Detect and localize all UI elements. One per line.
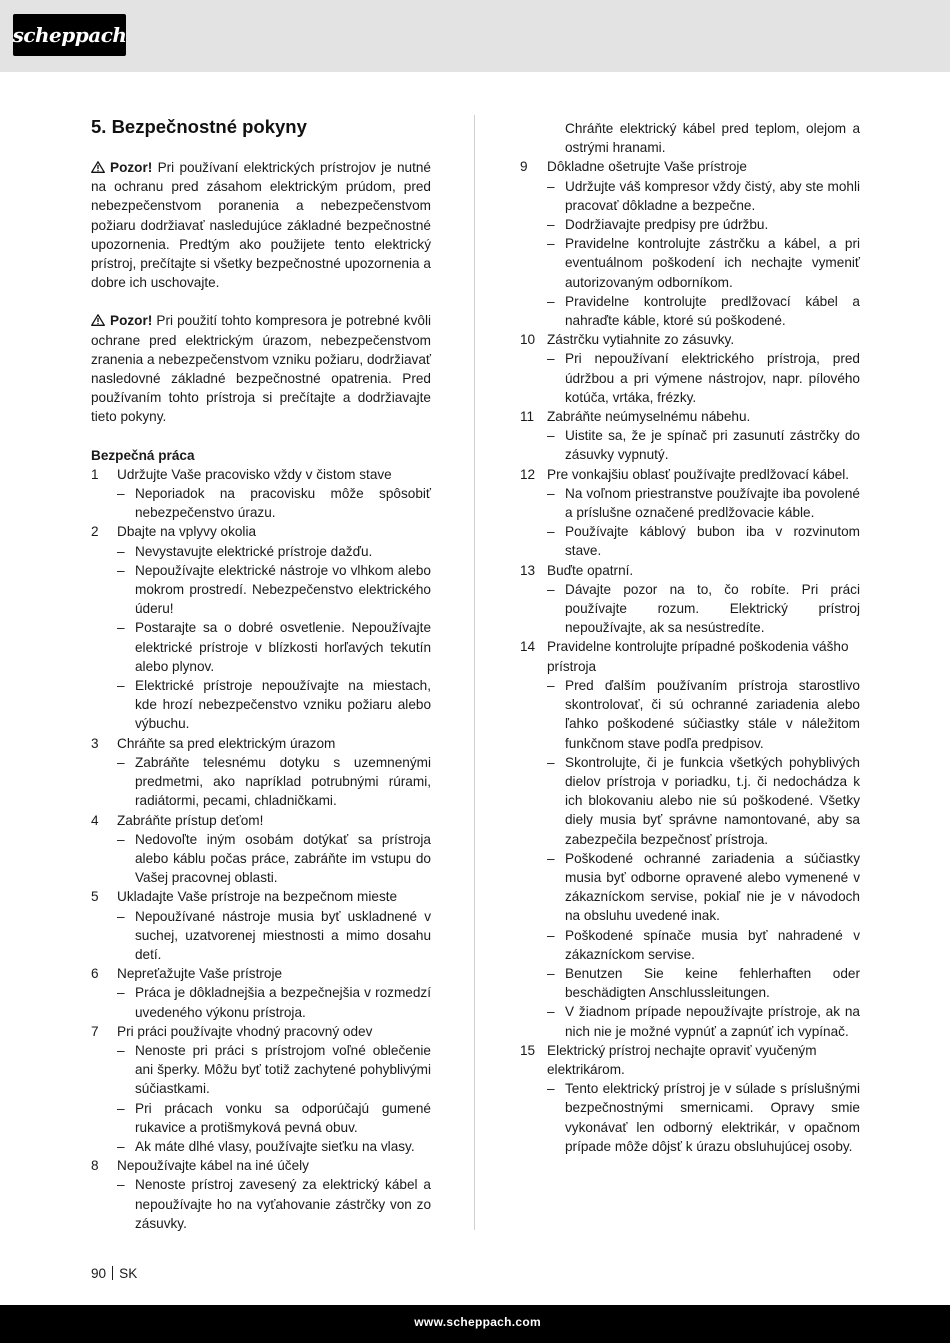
list-item-number: 7 (91, 1023, 99, 1039)
list-subitem (520, 484, 860, 522)
list-subitem (520, 234, 860, 292)
dash-bullet-icon: – (117, 562, 125, 578)
list-subitem (91, 618, 431, 676)
list-item-title: Udržujte Vaše pracovisko vždy v čistom stave (117, 466, 392, 482)
list-item (520, 330, 860, 407)
list-item (91, 465, 431, 523)
list-item-row (520, 561, 860, 580)
list-item-title: Nepoužívajte kábel na iné účely (117, 1158, 309, 1174)
safety-list-left (91, 465, 431, 1233)
list-subitem-text: Poškodené spínače musia byť nahradené v zákazníckom servise. (565, 927, 860, 962)
list-item (91, 522, 431, 733)
list-subitem (91, 484, 431, 522)
dash-bullet-icon: – (117, 831, 125, 847)
dash-bullet-icon: – (547, 1081, 555, 1097)
list-subitem (91, 1137, 431, 1156)
list-subitem-text: Tento elektrický prístroj je v súlade s príslušnými bezpečnostnými smernicami. Opravy smie vykonávať len odborný elektrikár, v opačnom prípade môže dôjsť k úrazu obsluhujúcej osoby. (565, 1081, 860, 1154)
list-subitem-text: Na voľnom priestranstve používajte iba povolené a príslušne označené predlžovacie káble. (565, 485, 860, 521)
list-item (91, 1156, 431, 1233)
list-item-row (91, 811, 431, 830)
safe-work-heading: Bezpečná práca (91, 447, 195, 463)
list-subitem (91, 1099, 431, 1137)
list-continuation: Chráňte elektrický kábel pred teplom, olejom a ostrými hranami. (565, 121, 860, 156)
list-subitem (91, 676, 431, 734)
list-subitem-text: Nenoste pri práci s prístrojom voľné oblečenie ani šperky. Môžu byť totiž zachytené pohyblivými súčiastkami. (135, 1042, 431, 1097)
list-item-title: Chráňte sa pred elektrickým úrazom (117, 735, 336, 751)
dash-bullet-icon: – (117, 985, 125, 1001)
list-subitem (520, 849, 860, 926)
list-subitem-text: Neporiadok na pracovisku môže spôsobiť nebezpečenstvo úrazu. (135, 486, 431, 521)
dash-bullet-icon: – (117, 543, 125, 559)
dash-bullet-icon: – (547, 1004, 555, 1020)
dash-bullet-icon: – (547, 927, 555, 943)
list-subitem (520, 215, 860, 234)
list-item (91, 811, 431, 888)
list-item-number: 8 (91, 1158, 99, 1174)
list-item-title: Zástrčku vytiahnite zo zásuvky. (547, 332, 735, 348)
list-item (91, 734, 431, 811)
list-subitem-text: Nepoužívajte elektrické nástroje vo vlhkom alebo mokrom prostredí. Nebezpečenstvo elektrického úderu! (135, 562, 431, 617)
list-item-number: 6 (91, 966, 99, 982)
list-subitem-text: Benutzen Sie keine fehlerhaften oder beschädigten Anschlussleitungen. (565, 965, 860, 1001)
list-item-row (91, 522, 431, 541)
list-item-row (520, 637, 860, 675)
list-subitem-text: Nenoste prístroj zavesený za elektrický kábel a nepoužívajte ho na vyťahovanie zástrčky von zo zásuvky. (135, 1177, 431, 1231)
list-subitem-text: Používajte káblový bubon iba v rozvinutom stave. (565, 524, 860, 559)
list-item-title: Buďte opatrní. (547, 562, 634, 578)
list-item (91, 887, 431, 964)
list-item-title: Pri práci používajte vhodný pracovný odev (117, 1023, 373, 1039)
list-item-number: 9 (520, 159, 528, 175)
list-subitem-text: Práca je dôkladnejšia a bezpečnejšia v rozmedzí uvedeného výkonu prístroja. (135, 985, 431, 1020)
list-subitem (520, 522, 860, 560)
list-item-title: Nepreťažujte Vaše prístroje (117, 966, 283, 982)
dash-bullet-icon: – (547, 178, 555, 194)
dash-bullet-icon: – (547, 236, 555, 252)
list-subitem (520, 1002, 860, 1040)
list-subitem (91, 830, 431, 888)
list-item-row (91, 465, 431, 484)
list-subitem (520, 1079, 860, 1156)
list-subitem-text: Udržujte váš kompresor vždy čistý, aby ste mohli pracovať dôkladne a bezpečne. (565, 178, 860, 213)
list-item-title: Zabráňte neúmyselnému nábehu. (547, 409, 751, 425)
list-subitem (520, 349, 860, 407)
brand-logo-text: scheppach (12, 23, 127, 47)
dash-bullet-icon: – (547, 754, 555, 770)
list-subitem-text: Skontrolujte, či je funkcia všetkých pohyblivých dielov prístroja v poriadku, t.j. či nedochádza k ich blokovaniu alebo nie sú poškodené. Všetky diely musia byť správne namontované, aby sa zabezpečila bezpečnosť prístroja. (565, 754, 860, 847)
list-subitem-text: Pravidelne kontrolujte predlžovací kábel a nahraďte káble, ktoré sú poškodené. (565, 293, 860, 329)
list-item-row (520, 407, 860, 426)
page-number (91, 1265, 137, 1283)
list-subitem-text: Nevystavujte elektrické prístroje dažďu. (135, 543, 373, 559)
section-title: 5. Bezpečnostné pokyny (91, 116, 307, 137)
list-subitem (520, 426, 860, 464)
dash-bullet-icon: – (117, 1177, 125, 1193)
list-subitem (520, 964, 860, 1002)
dash-bullet-icon: – (117, 1042, 125, 1058)
list-item-title: Dôkladne ošetrujte Vaše prístroje (547, 159, 747, 175)
list-subitem-text: V žiadnom prípade nepoužívajte prístroje, ak na nich nie je možné vypnúť a zapnúť ich vypínač. (565, 1004, 860, 1039)
list-subitem-text: Dávajte pozor na to, čo robíte. Pri práci používajte rozum. Elektrický prístroj nepoužívajte, ak sa nesústredíte. (565, 581, 860, 636)
list-subitem-text: Elektrické prístroje nepoužívajte na miestach, kde hrozí nebezpečenstvo vzniku požiaru alebo výbuchu. (135, 678, 431, 732)
list-item-row (520, 1041, 860, 1079)
list-subitem-text: Nepoužívané nástroje musia byť uskladnené v suchej, uzatvorenej miestnosti a mimo dosahu detí. (135, 908, 431, 962)
list-item-row (91, 964, 431, 983)
list-item-number: 2 (91, 524, 99, 540)
list-item (520, 407, 860, 465)
warning-text: Pri použití tohto kompresora je potrebné kvôli ochrane pred elektrickým úrazom, nebezpečenstvom zranenia a nebezpečenstvom vzniku požiaru, dodržiavať nasledovné základné bezpečnostné opatrenia. Pred používaním tohto prístroja si prečítajte a dodržiavajte tieto pokyny. (91, 313, 431, 425)
list-subitem (91, 542, 431, 561)
dash-bullet-icon: – (117, 1138, 125, 1154)
dash-bullet-icon: – (117, 908, 125, 924)
list-item (520, 1041, 860, 1156)
list-subitem (91, 1041, 431, 1099)
list-item (520, 465, 860, 561)
brand-logo (13, 14, 126, 56)
dash-bullet-icon: – (547, 524, 555, 540)
list-item-number: 12 (520, 466, 536, 482)
list-item-title: Pre vonkajšiu oblasť používajte predlžovací kábel. (547, 466, 850, 482)
list-item-number: 14 (520, 639, 536, 655)
list-item-title: Ukladajte Vaše prístroje na bezpečnom mieste (117, 889, 398, 905)
dash-bullet-icon: – (117, 486, 125, 502)
list-subitem (520, 676, 860, 753)
list-subitem (91, 753, 431, 811)
dash-bullet-icon: – (547, 677, 555, 693)
warning-text: Pri používaní elektrických prístrojov je nutné na ochranu pred zásahom elektrickým prúdom, pred nebezpečenstvom poranenia a nebezpečenstvom požiaru dodržiavať nasledujúce základné bezpečnostné upozornenia. Predtým ako použijete tento elektrický prístroj, prečítajte si všetky bezpečnostné upozornenia a dobre ich uschovajte. (91, 160, 431, 291)
list-item-number: 5 (91, 889, 99, 905)
dash-bullet-icon: – (117, 678, 125, 694)
list-item-row (520, 157, 860, 176)
safety-list-right (520, 157, 860, 1156)
list-item-title: Zabráňte prístup deťom! (117, 812, 264, 828)
list-subitem (520, 580, 860, 638)
list-item-number: 4 (91, 812, 99, 828)
dash-bullet-icon: – (547, 351, 555, 367)
list-subitem-text: Zabráňte telesnému dotyku s uzemnenými predmetmi, ako napríklad potrubnými rúrami, radiátormi, pecami, chladničkami. (135, 754, 431, 809)
dash-bullet-icon: – (117, 1100, 125, 1116)
list-subitem-text: Uistite sa, že je spínač pri zasunutí zástrčky do zásuvky vypnutý. (565, 428, 860, 463)
list-subitem (520, 177, 860, 215)
page-separator (112, 1266, 113, 1280)
list-item-number: 15 (520, 1042, 536, 1058)
list-subitem-text: Pred ďalším používaním prístroja starostlivo skontrolovať, či sú ochranné zariadenia alebo ľahko poškodené súčiastky stále v náležitom funkčnom stave podľa predpisov. (565, 677, 860, 751)
list-subitem-text: Dodržiavajte predpisy pre údržbu. (565, 217, 769, 233)
list-item-title: Pravidelne kontrolujte prípadné poškodenia vášho prístroja (547, 639, 849, 674)
list-subitem-text: Pri prácach vonku sa odporúčajú gumené rukavice a protišmyková pevná obuv. (135, 1100, 431, 1135)
dash-bullet-icon: – (547, 850, 555, 866)
list-item (91, 964, 431, 1022)
dash-bullet-icon: – (547, 485, 555, 501)
page-number-value: 90 (91, 1266, 107, 1281)
list-item-title: Dbajte na vplyvy okolia (117, 524, 257, 540)
list-subitem-text: Postarajte sa o dobré osvetlenie. Nepoužívajte elektrické prístroje v blízkosti horľavých tekutín alebo plynov. (135, 620, 431, 674)
list-item-row (91, 887, 431, 906)
list-subitem (91, 1175, 431, 1233)
dash-bullet-icon: – (117, 754, 125, 770)
footer-url-link[interactable]: www.scheppach.com (414, 1315, 541, 1329)
list-item-title: Elektrický prístroj nechajte opraviť vyučeným elektrikárom. (547, 1042, 817, 1077)
dash-bullet-icon: – (547, 581, 555, 597)
warning-triangle-icon (91, 314, 105, 326)
list-item (520, 561, 860, 638)
header-band (0, 0, 950, 72)
dash-bullet-icon: – (547, 965, 555, 981)
list-subitem (91, 907, 431, 965)
list-subitem-text: Ak máte dlhé vlasy, používajte sieťku na vlasy. (135, 1138, 415, 1154)
list-subitem (91, 983, 431, 1021)
column-divider (474, 115, 475, 1230)
warning-label: Pozor! (110, 160, 153, 175)
list-subitem-text: Pravidelne kontrolujte zástrčku a kábel, a pri eventuálnom poškodení ich nechajte vymeniť autorizovaným odborníkom. (565, 236, 860, 290)
list-subitem (91, 561, 431, 619)
warning-triangle-icon (91, 161, 105, 173)
list-item-number: 13 (520, 562, 536, 578)
left-column (91, 115, 431, 1233)
footer-band (0, 1305, 950, 1343)
page-language: SK (119, 1266, 138, 1281)
list-item-number: 11 (520, 409, 535, 425)
list-subitem-text: Nedovoľte iným osobám dotýkať sa prístroja alebo káblu počas práce, zabráňte im vstupu do Vašej pracovnej oblasti. (135, 831, 431, 886)
list-item-number: 3 (91, 735, 99, 751)
warning-paragraph (91, 311, 431, 426)
list-subitem (520, 292, 860, 330)
list-item (520, 157, 860, 330)
list-item (520, 637, 860, 1040)
dash-bullet-icon: – (547, 428, 555, 444)
list-item-row (91, 734, 431, 753)
warning-label: Pozor! (110, 313, 153, 329)
dash-bullet-icon: – (547, 217, 555, 233)
list-subitem-text: Pri nepoužívaní elektrického prístroja, pred údržbou a pri výmene nástrojov, napr. pílového kotúča, vrtáka, frézky. (565, 351, 860, 405)
right-column (520, 119, 860, 1156)
list-item-row (520, 465, 860, 484)
list-item (91, 1022, 431, 1156)
list-subitem (520, 753, 860, 849)
list-item-number: 10 (520, 332, 536, 348)
dash-bullet-icon: – (547, 293, 555, 309)
list-item-row (91, 1156, 431, 1175)
list-item-number: 1 (91, 466, 99, 482)
dash-bullet-icon: – (117, 620, 125, 636)
warning-paragraph (91, 158, 431, 292)
list-item-row (520, 330, 860, 349)
list-subitem (520, 926, 860, 964)
list-item-row (91, 1022, 431, 1041)
list-subitem-text: Poškodené ochranné zariadenia a súčiastky musia byť odborne opravené alebo vymenené v zákazníckom servise, pokiaľ nie je v návodoch na obsluhu uvedené inak. (565, 850, 860, 924)
